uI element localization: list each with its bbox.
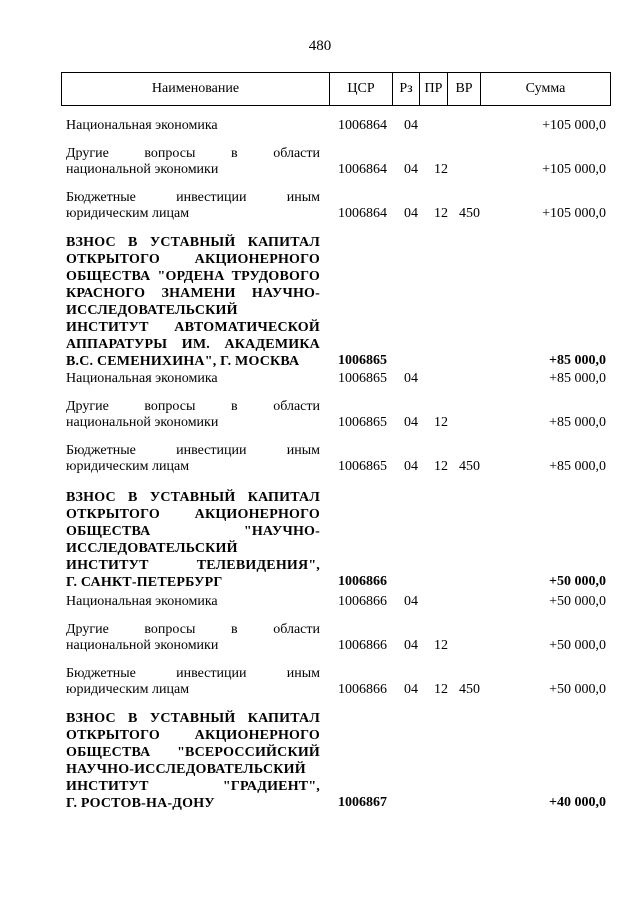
row-vr: 450 [459, 682, 480, 697]
row-name-line: ИНСТИТУТ ТЕЛЕВИДЕНИЯ", [66, 558, 320, 573]
row-name-line: ВЗНОС В УСТАВНЫЙ КАПИТАЛ [66, 711, 320, 726]
row-name-line: ОТКРЫТОГО АКЦИОНЕРНОГО [66, 252, 320, 267]
row-name-line: национальной экономики [66, 415, 219, 430]
row-csr: 1006865 [338, 353, 387, 368]
row-rz: 04 [404, 371, 418, 386]
row-name-line: Другие вопросы в области [66, 399, 320, 414]
row-name [66, 190, 320, 222]
row-pr: 12 [434, 415, 448, 430]
row-sum: +85 000,0 [549, 459, 606, 474]
row-sum: +50 000,0 [549, 594, 606, 609]
row-name-line: АППАРАТУРЫ ИМ. АКАДЕМИКА [66, 337, 320, 352]
row-name-line: ВЗНОС В УСТАВНЫЙ КАПИТАЛ [66, 235, 320, 250]
row-pr: 12 [434, 162, 448, 177]
row-name-line: ИССЛЕДОВАТЕЛЬСКИЙ [66, 303, 238, 318]
row-csr: 1006865 [338, 415, 387, 430]
row-sum: +40 000,0 [549, 795, 606, 810]
row-name-line: КРАСНОГО ЗНАМЕНИ НАУЧНО- [66, 286, 320, 301]
row-name-line: ИНСТИТУТ "ГРАДИЕНТ", [66, 779, 320, 794]
row-name-line: Г. САНКТ-ПЕТЕРБУРГ [66, 575, 223, 590]
row-name [66, 622, 320, 654]
row-name-line: Другие вопросы в области [66, 622, 320, 637]
row-name-line: национальной экономики [66, 162, 219, 177]
row-sum: +105 000,0 [542, 118, 606, 133]
row-sum: +50 000,0 [549, 682, 606, 697]
row-csr: 1006864 [338, 118, 387, 133]
row-name [66, 666, 320, 698]
row-name-line: ОБЩЕСТВА "ОРДЕНА ТРУДОВОГО [66, 269, 320, 284]
row-name-line: ВЗНОС В УСТАВНЫЙ КАПИТАЛ [66, 490, 320, 505]
row-name [66, 594, 320, 610]
row-rz: 04 [404, 594, 418, 609]
row-rz: 04 [404, 459, 418, 474]
row-rz: 04 [404, 415, 418, 430]
row-name [66, 443, 320, 475]
header-csr: ЦСР [330, 73, 393, 105]
page-number: 480 [308, 38, 332, 54]
row-name-line: национальной экономики [66, 638, 219, 653]
header-pr: ПР [420, 73, 448, 105]
row-name [66, 118, 320, 134]
row-csr: 1006867 [338, 795, 387, 810]
row-rz: 04 [404, 638, 418, 653]
row-name-line: Бюджетные инвестиции иным [66, 190, 320, 205]
row-name-line: В.С. СЕМЕНИХИНА", Г. МОСКВА [66, 354, 300, 369]
row-vr: 450 [459, 206, 480, 221]
row-csr: 1006865 [338, 459, 387, 474]
header-sum: Сумма [525, 81, 566, 96]
row-name-line: Национальная экономика [66, 594, 218, 609]
row-name-line: ИНСТИТУТ АВТОМАТИЧЕСКОЙ [66, 320, 320, 335]
row-name [66, 146, 320, 178]
row-name-line: ОБЩЕСТВА "НАУЧНО- [66, 524, 320, 539]
row-sum: +105 000,0 [542, 206, 606, 221]
row-name-line: ОТКРЫТОГО АКЦИОНЕРНОГО [66, 507, 320, 522]
row-sum: +85 000,0 [549, 415, 606, 430]
row-csr: 1006866 [338, 682, 387, 697]
row-name-line: Бюджетные инвестиции иным [66, 443, 320, 458]
row-name-line: юридическим лицам [66, 682, 190, 697]
row-name-line: ОБЩЕСТВА "ВСЕРОССИЙСКИЙ [66, 745, 320, 760]
row-sum: +50 000,0 [549, 574, 606, 589]
row-name [66, 399, 320, 431]
row-rz: 04 [404, 206, 418, 221]
row-name [66, 371, 320, 387]
row-rz: 04 [404, 682, 418, 697]
row-name-line: НАУЧНО-ИССЛЕДОВАТЕЛЬСКИЙ [66, 762, 306, 777]
table-header [61, 72, 611, 106]
row-csr: 1006866 [338, 638, 387, 653]
header-rz: Рз [393, 73, 420, 105]
row-name-line: Национальная экономика [66, 371, 218, 386]
row-csr: 1006864 [338, 206, 387, 221]
row-sum: +105 000,0 [542, 162, 606, 177]
row-name-line: Другие вопросы в области [66, 146, 320, 161]
row-vr: 450 [459, 459, 480, 474]
row-name-line: Г. РОСТОВ-НА-ДОНУ [66, 796, 215, 811]
row-name-line: юридическим лицам [66, 206, 190, 221]
row-rz: 04 [404, 118, 418, 133]
row-pr: 12 [434, 459, 448, 474]
row-csr: 1006865 [338, 371, 387, 386]
row-sum: +85 000,0 [549, 353, 606, 368]
row-pr: 12 [434, 206, 448, 221]
row-name [66, 710, 320, 812]
row-name-line: Бюджетные инвестиции иным [66, 666, 320, 681]
row-csr: 1006866 [338, 574, 387, 589]
header-vr: ВР [448, 73, 481, 105]
row-name-line: Национальная экономика [66, 118, 218, 133]
row-name [66, 234, 320, 370]
row-name-line: ОТКРЫТОГО АКЦИОНЕРНОГО [66, 728, 320, 743]
row-name-line: ИССЛЕДОВАТЕЛЬСКИЙ [66, 541, 238, 556]
row-pr: 12 [434, 682, 448, 697]
row-csr: 1006866 [338, 594, 387, 609]
row-csr: 1006864 [338, 162, 387, 177]
row-rz: 04 [404, 162, 418, 177]
header-name: Наименование [62, 73, 330, 105]
row-name-line: юридическим лицам [66, 459, 190, 474]
row-pr: 12 [434, 638, 448, 653]
row-sum: +85 000,0 [549, 371, 606, 386]
row-name [66, 489, 320, 591]
row-sum: +50 000,0 [549, 638, 606, 653]
